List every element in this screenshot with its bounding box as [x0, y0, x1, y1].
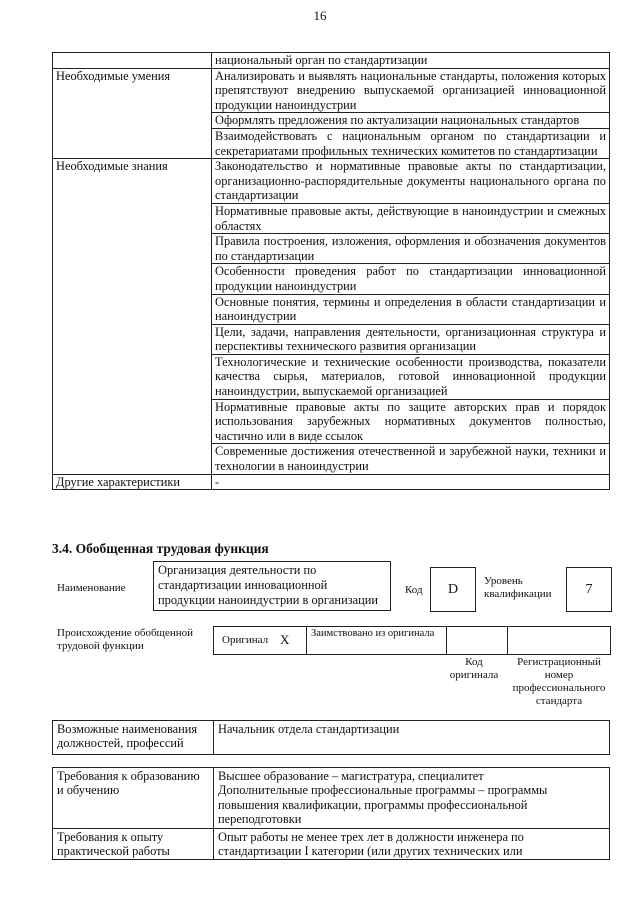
- name-value: Организация деятельности по стандартизации инновационной продукции наноиндустрии в организации: [158, 563, 378, 607]
- empty-label-cell: [53, 53, 212, 69]
- level-value: 7: [566, 567, 612, 612]
- continuation-text: национальный орган по стандартизации: [212, 53, 610, 69]
- positions-label: Возможные наименования должностей, профессий: [53, 721, 214, 755]
- name-box: [153, 561, 391, 611]
- experience-value: Опыт работы не менее трех лет в должности инженера по стандартизации I категории (или других технических или: [214, 828, 610, 860]
- knowledge-item: Нормативные правовые акты по защите авторских прав и порядок использования зарубежных нормативных документов полностью, частично или в виде ссылок: [212, 399, 610, 444]
- education-line: Высшее образование – магистратура, специалитет: [218, 769, 484, 783]
- other-characteristics-value: -: [212, 474, 610, 490]
- knowledge-item: Технологические и технические особенности производства, показатели качества сырья, материалов, готовой инновационной продукции наноиндустрии, выпускаемой организацией: [212, 354, 610, 399]
- origin-label: Происхождение обобщенной трудовой функции: [57, 627, 194, 652]
- positions-value: Начальник отдела стандартизации: [214, 721, 610, 755]
- education-label: Требования к образованию и обучению: [53, 768, 214, 829]
- knowledge-item: Современные достижения отечественной и зарубежной науки, техники и технологии в наноиндустрии: [212, 444, 610, 474]
- knowledge-item: Правила построения, изложения, оформления и обозначения документов по стандартизации: [212, 234, 610, 264]
- section-title: 3.4. Обобщенная трудовая функция: [52, 541, 269, 556]
- other-characteristics-label: Другие характеристики: [53, 474, 212, 490]
- knowledge-item: Законодательство и нормативные правовые акты по стандартизации, организационно-распорядительные документы национального органа по стандартизации: [212, 159, 610, 204]
- divider: [306, 627, 307, 654]
- original-mark: X: [280, 632, 290, 647]
- knowledge-item: Цели, задачи, направления деятельности, организационная структура и перспективы технического развития организации: [212, 324, 610, 354]
- skill-item: Взаимодействовать с национальным органом по стандартизации и секретариатами профильных технических комитетов по стандартизации: [212, 128, 610, 158]
- knowledge-label: Необходимые знания: [53, 159, 212, 204]
- skills-knowledge-table: [52, 52, 610, 490]
- reg-number-caption: Регистрационный номер профессионального стандарта: [512, 656, 606, 707]
- divider: [507, 627, 508, 654]
- education-line: Дополнительные профессиональные программы – программы повышения квалификации, программы профессиональной переподготовки: [218, 783, 548, 827]
- positions-table: [52, 720, 610, 755]
- divider: [446, 627, 447, 654]
- education-cell: [214, 768, 610, 829]
- requirements-table: [52, 767, 610, 860]
- skill-item: Анализировать и выявлять национальные стандарты, положения которых препятствуют внедрению выпускаемой организацией инновационной продукции наноиндустрии: [212, 68, 610, 113]
- name-label: Наименование: [57, 582, 126, 594]
- code-value: D: [430, 567, 476, 612]
- borrowed-label: Заимствовано из оригинала: [311, 628, 435, 639]
- code-label: Код: [405, 584, 423, 596]
- knowledge-item: Нормативные правовые акты, действующие в наноиндустрии и смежных областях: [212, 203, 610, 233]
- knowledge-item: Основные понятия, термины и определения в области стандартизации и наноиндустрии: [212, 294, 610, 324]
- origin-table: [213, 626, 611, 655]
- code-original-caption: Код оригинала: [449, 656, 499, 681]
- level-label: Уровень квалификации: [484, 575, 552, 600]
- original-label: Оригинал: [222, 634, 269, 646]
- page-number: 16: [313, 8, 327, 23]
- experience-label: Требования к опыту практической работы: [53, 828, 214, 860]
- skill-item: Оформлять предложения по актуализации национальных стандартов: [212, 113, 610, 129]
- skills-label: Необходимые умения: [53, 68, 212, 113]
- knowledge-item: Особенности проведения работ по стандартизации инновационной продукции наноиндустрии: [212, 264, 610, 294]
